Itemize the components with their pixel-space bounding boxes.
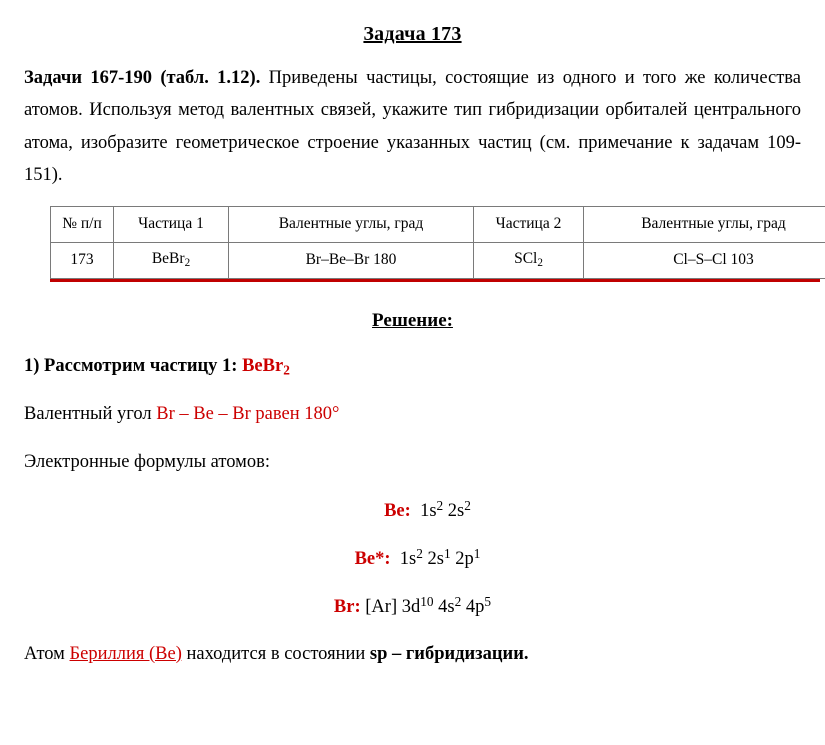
electron-formula-be xyxy=(22,498,803,522)
particle2-formula: SCl xyxy=(514,250,538,268)
particle2-subscript: 2 xyxy=(537,257,543,270)
table-row xyxy=(51,242,825,278)
cell-number: 173 xyxy=(51,242,114,278)
electron-formula-br-symbol: Br: xyxy=(333,596,361,617)
intro-task-range: Задачи 167-190 (табл. 1.12). xyxy=(24,68,261,88)
step1-formula xyxy=(242,356,290,376)
valence-angle-prefix: Валентный угол xyxy=(24,403,157,424)
solution-heading: Решение: xyxy=(372,309,453,331)
electron-formula-be-excited xyxy=(22,546,803,570)
table-header-number: № п/п xyxy=(51,206,114,242)
electron-formula-be-config: $1s^2$ $2s^2$ xyxy=(420,497,471,521)
table-header-particle2: Частица 2 xyxy=(474,206,584,242)
table-header-particle1: Частица 1 xyxy=(114,206,229,242)
cell-particle2 xyxy=(474,242,584,278)
electron-formula-be-symbol: Be: xyxy=(384,500,411,521)
step1-formula-subscript: 2 xyxy=(283,362,290,378)
hybridization-conclusion-line xyxy=(24,642,801,668)
cell-angles2: Cl–S–Cl 103 xyxy=(584,242,825,278)
particle1-formula: BeBr xyxy=(151,250,185,268)
conclusion-element: Бериллия (Be) xyxy=(69,643,182,664)
electron-formula-br xyxy=(22,594,803,618)
electron-formula-be-excited-symbol: Be*: xyxy=(354,548,391,569)
table-header-row xyxy=(51,206,825,242)
step1-label: 1) Рассмотрим частицу 1: xyxy=(24,355,243,376)
electron-formulas-label: Электронные формулы атомов: xyxy=(24,451,270,472)
intro-paragraph xyxy=(24,62,801,192)
particles-table-wrapper xyxy=(50,206,820,282)
valence-angle-line xyxy=(24,402,801,428)
page-title: Задача 173 xyxy=(363,23,462,45)
conclusion-prefix: Атом xyxy=(24,643,70,664)
step1-line xyxy=(24,354,801,380)
conclusion-hybridization: sp – гибридизации. xyxy=(369,643,529,664)
table-header-angles1: Валентные углы, град xyxy=(229,206,474,242)
electron-formula-br-config: [Ar] $3d^{10}$ $4s^2$ $4p^5$ xyxy=(365,593,492,617)
electron-formula-be-excited-config: $1s^2$ $2s^1$ $2p^1$ xyxy=(399,545,481,569)
cell-angles1: Br–Be–Br 180 xyxy=(229,242,474,278)
valence-angle-value: Br – Be – Br равен 180° xyxy=(156,403,340,424)
step1-formula-base: BeBr xyxy=(242,355,284,376)
cell-particle1 xyxy=(114,242,229,278)
particle1-subscript: 2 xyxy=(184,257,191,270)
table-header-angles2: Валентные углы, град xyxy=(584,206,825,242)
particles-table xyxy=(50,206,825,279)
intro-text: Приведены частицы, состоящие из одного и того же количества атомов. Используя метод валентных связей, укажите тип гибридизации орбиталей центрального атома, изобразите геометрическое строение указанных частиц (см. примечание к задачам 109-151). xyxy=(24,68,801,186)
conclusion-mid: находится в состоянии xyxy=(181,643,370,664)
red-underline-divider xyxy=(50,279,820,282)
